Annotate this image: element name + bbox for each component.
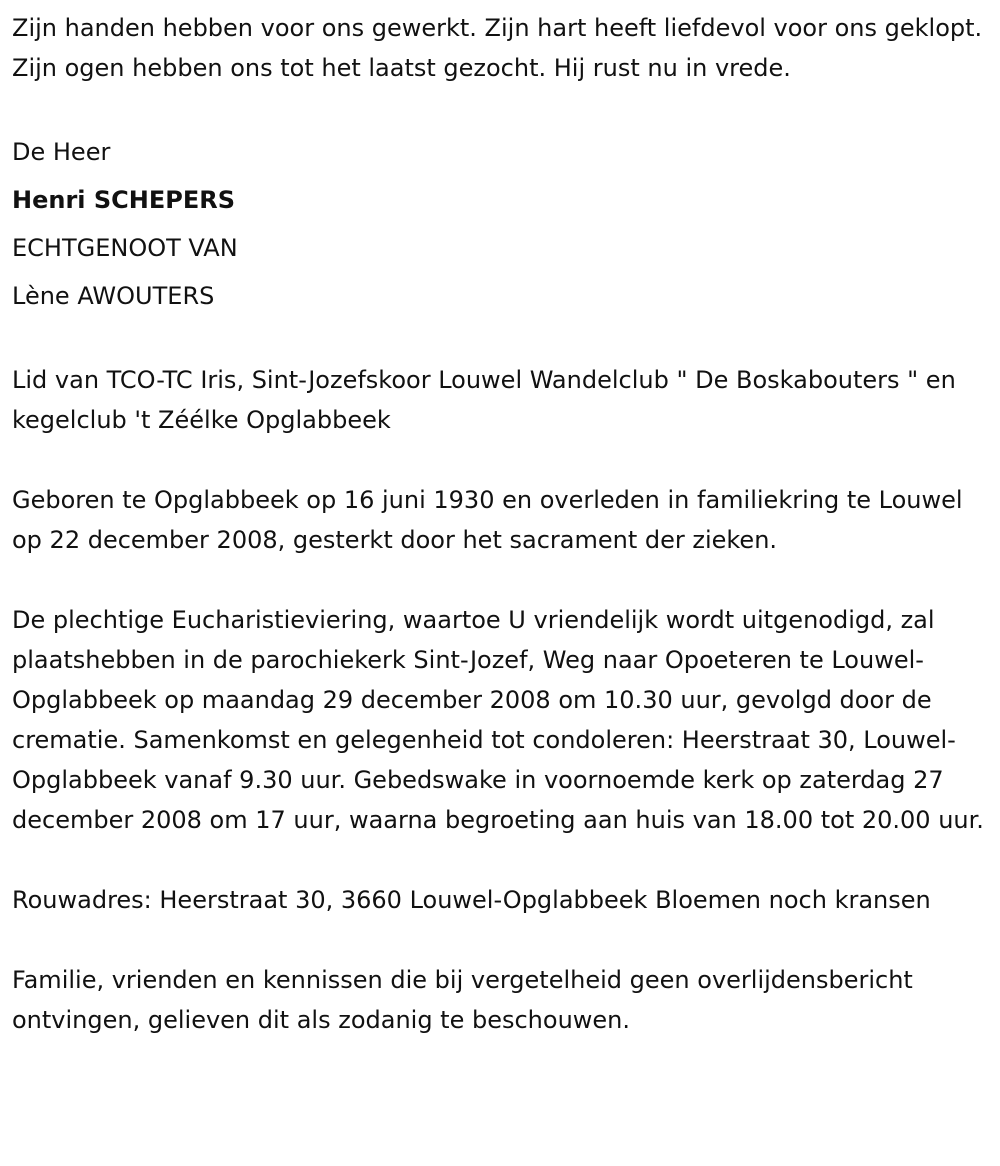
spouse-name: Lène AWOUTERS <box>12 282 215 310</box>
membership-paragraph: Lid van TCO-TC Iris, Sint-Jozefskoor Louwel Wandelclub " De Boskabouters " en kegelclub 't Zéélke Opglabbeek <box>12 366 956 434</box>
relation-label: ECHTGENOOT VAN <box>12 234 238 262</box>
spacer <box>12 88 1000 128</box>
birth-death-paragraph: Geboren te Opglabbeek op 16 juni 1930 en overleden in familiekring te Louwel op 22 december 2008, gesterkt door het sacrament der zieken. <box>12 486 963 554</box>
spacer <box>12 840 1000 880</box>
ceremony-paragraph: De plechtige Eucharistieviering, waartoe U vriendelijk wordt uitgenodigd, zal plaatshebben in de parochiekerk Sint-Jozef, Weg naar Opoeteren te Louwel-Opglabbeek op maandag 29 december 2008 om 10.30 uur, gevolgd door de crematie. Samenkomst en gelegenheid tot condoleren: Heerstraat 30, Louwel-Opglabbeek vanaf 9.30 uur. Gebedswake in voornoemde kerk op zaterdag 27 december 2008 om 17 uur, waarna begroeting aan huis van 18.00 tot 20.00 uur. <box>12 606 984 834</box>
closing-paragraph: Familie, vrienden en kennissen die bij vergetelheid geen overlijdensbericht ontvingen, gelieven dit als zodanig te beschouwen. <box>12 966 913 1034</box>
honorific: De Heer <box>12 138 111 166</box>
spacer <box>12 920 1000 960</box>
deceased-name: Henri SCHEPERS <box>12 186 235 214</box>
address-paragraph: Rouwadres: Heerstraat 30, 3660 Louwel-Opglabbeek Bloemen noch kransen <box>12 886 931 914</box>
intro-paragraph: Zijn handen hebben voor ons gewerkt. Zijn hart heeft liefdevol voor ons geklopt. Zijn ogen hebben ons tot het laatst gezocht. Hij rust nu in vrede. <box>12 14 983 82</box>
spacer <box>12 320 1000 360</box>
spacer <box>12 560 1000 600</box>
spacer <box>12 440 1000 480</box>
